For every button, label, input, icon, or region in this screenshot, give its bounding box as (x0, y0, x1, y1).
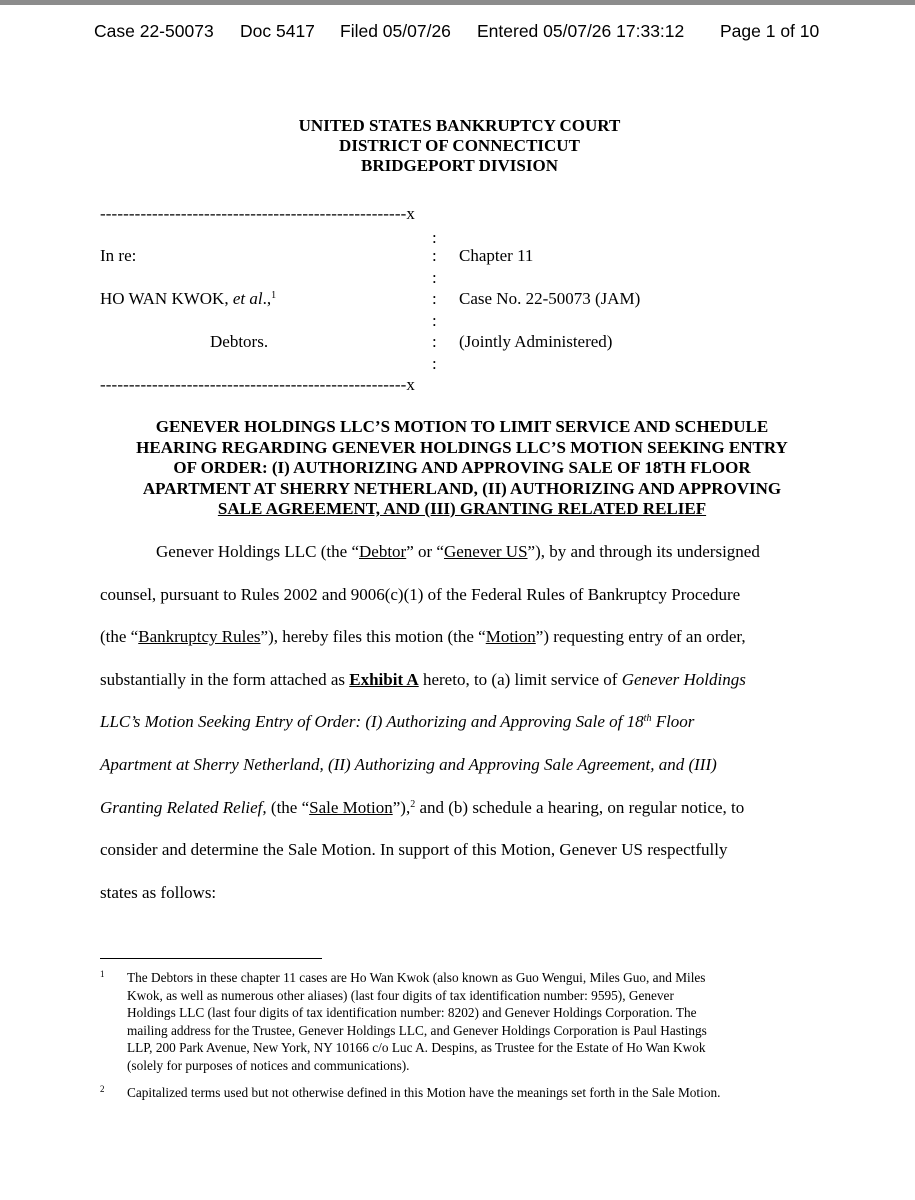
body-line (100, 616, 746, 659)
body-line (156, 531, 760, 574)
italic-text: Floor (651, 712, 695, 732)
page-indicator: Page 1 of 10 (720, 21, 820, 41)
text: (the “ (100, 627, 139, 647)
viewer-top-border (0, 0, 915, 5)
footnote-line: mailing address for the Trustee, Genever Holdings LLC, and Genever Holdings Corporation is Paul Hastings (127, 1022, 707, 1038)
defined-term: Genever US (443, 542, 528, 561)
caption-top-rule: -----------------------------------------------------x (100, 204, 416, 223)
text: ”) requesting entry of an order, (535, 627, 746, 647)
caption-colon: : (432, 246, 437, 265)
defined-term: Debtor (359, 542, 407, 561)
debtor-name-text: HO WAN KWOK, (100, 289, 229, 308)
footnote-separator (100, 958, 322, 959)
caption-colon: : (432, 268, 437, 287)
title-line: SALE AGREEMENT, AND (III) GRANTING RELATED RELIEF (217, 499, 707, 518)
motion-title (95, 417, 829, 520)
entered-datetime: Entered 05/07/26 17:33:12 (477, 21, 685, 41)
text: hereto, to (a) limit service of (418, 669, 622, 689)
title-line: GENEVER HOLDINGS LLC’S MOTION TO LIMIT SERVICE AND SCHEDULE (155, 417, 769, 436)
footnote-number: 1 (100, 969, 105, 979)
ordinal-suffix: th (643, 713, 652, 725)
body-line (100, 701, 694, 744)
italic-text: Apartment at Sherry Netherland, (II) Authorizing and Approving Sale Agreement, and (III) (100, 755, 717, 774)
text: (the “ (266, 797, 310, 817)
footnote-ref-1: 1 (271, 290, 277, 301)
body-line: counsel, pursuant to Rules 2002 and 9006(c)(1) of the Federal Rules of Bankruptcy Procedure (100, 584, 741, 604)
footnote-line: Kwok, as well as numerous other aliases) (last four digits of tax identification number: 9595), Genever (127, 987, 674, 1003)
debtor-name (100, 289, 276, 309)
debtors-label: Debtors. (210, 332, 269, 351)
footnote-line: (solely for purposes of notices and communications). (127, 1057, 410, 1073)
footnote-line: The Debtors in these chapter 11 cases are Ho Wan Kwok (also known as Guo Wengui, Miles Guo, and Miles (127, 970, 706, 985)
et-al-suffix: ., (262, 289, 272, 308)
exhibit-reference: Exhibit A (349, 669, 419, 689)
body-line (100, 787, 744, 830)
doc-number: Doc 5417 (240, 21, 315, 41)
jointly-administered: (Jointly Administered) (459, 332, 613, 351)
text: ” or “ (406, 542, 444, 561)
footnote-text (127, 969, 827, 1075)
chapter-label: Chapter 11 (459, 246, 534, 265)
text: substantially in the form attached as (100, 669, 350, 689)
italic-text: Granting Related Relief, (100, 797, 267, 817)
et-al: et al (232, 289, 263, 308)
footnote-line: Holdings LLC (last four digits of tax identification number: 8202) and Genever Holdings Corporation. The (127, 1005, 697, 1021)
italic-text: Genever Holdings (621, 669, 746, 689)
caption-colon: : (432, 228, 437, 247)
footnote-line: LLP, 200 Park Avenue, New York, NY 10166 c/o Luc A. Despins, as Trustee for the Estate of Ho Wan Kwok (127, 1040, 706, 1056)
body-line (100, 659, 746, 702)
title-line: OF ORDER: (I) AUTHORIZING AND APPROVING SALE OF 18TH FLOOR (173, 458, 751, 477)
body-line: consider and determine the Sale Motion. In support of this Motion, Genever US respectfully (100, 840, 728, 860)
footnote-number: 2 (100, 1084, 105, 1094)
case-number: Case 22-50073 (94, 21, 214, 41)
caption-colon: : (432, 311, 437, 330)
defined-term: Bankruptcy Rules (138, 627, 261, 647)
case-number-caption: Case No. 22-50073 (JAM) (459, 289, 641, 308)
text: ”), by and through its undersigned (527, 542, 760, 561)
body-line (100, 744, 717, 787)
filed-date: Filed 05/07/26 (340, 21, 451, 41)
caption-colon: : (432, 354, 437, 373)
title-line: APARTMENT AT SHERRY NETHERLAND, (II) AUTHORIZING AND APPROVING (142, 478, 782, 498)
text: ”), hereby files this motion (the “ (260, 627, 486, 647)
footnote-ref-2: 2 (410, 798, 416, 810)
caption-bottom-rule: -----------------------------------------------------x (100, 375, 416, 394)
text: ”), (392, 797, 411, 817)
footnote-line: Capitalized terms used but not otherwise defined in this Motion have the meanings set forth in the Sale Motion. (127, 1085, 721, 1100)
italic-text: LLC’s Motion Seeking Entry of Order: (I) Authorizing and Approving Sale of 18 (100, 712, 644, 732)
caption-colon: : (432, 332, 437, 351)
court-heading (0, 116, 915, 176)
court-district: DISTRICT OF CONNECTICUT (339, 136, 580, 155)
in-re-label: In re: (100, 246, 137, 265)
court-name: UNITED STATES BANKRUPTCY COURT (298, 116, 621, 135)
body-line: states as follows: (100, 882, 217, 902)
footnote-text (127, 1084, 827, 1102)
caption-colon: : (432, 289, 437, 308)
defined-term: Motion (485, 627, 536, 647)
text: and (b) schedule a hearing, on regular notice, to (415, 797, 745, 817)
court-division: BRIDGEPORT DIVISION (361, 156, 558, 175)
defined-term: Sale Motion (309, 797, 393, 817)
title-line: HEARING REGARDING GENEVER HOLDINGS LLC’S MOTION SEEKING ENTRY (136, 437, 788, 457)
text: Genever Holdings LLC (the “ (156, 542, 359, 561)
